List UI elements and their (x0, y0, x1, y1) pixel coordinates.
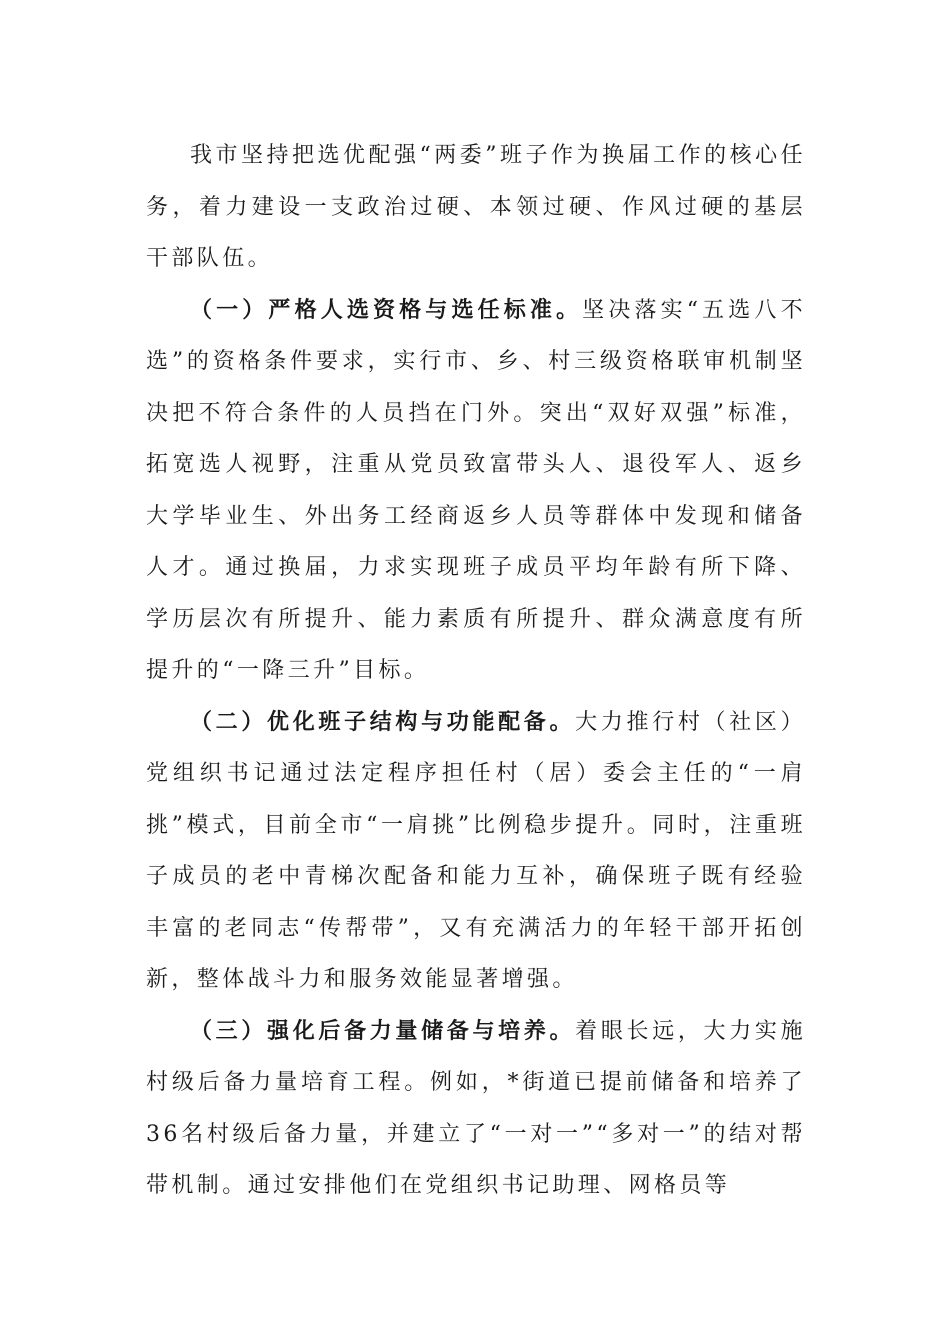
section-3-paragraph (146, 1006, 806, 1212)
section-1-body: 坚决落实“五选八不选”的资格条件要求，实行市、乡、村三级资格联审机制坚决把不符合条件的人员挡在门外。突出“双好双强”标准，拓宽选人视野，注重从党员致富带头人、退役军人、返乡大学毕业生、外出务工经商返乡人员等群体中发现和储备人才。通过换届，力求实现班子成员平均年龄有所下降、学历层次有所提升、能力素质有所提升、群众满意度有所提升的“一降三升”目标。 (146, 297, 806, 683)
section-3-heading: （三）强化后备力量储备与培养。 (190, 1018, 576, 1044)
intro-text: 我市坚持把选优配强“两委”班子作为换届工作的核心任务，着力建设一支政治过硬、本领过硬、作风过硬的基层干部队伍。 (146, 143, 806, 271)
section-2-paragraph (146, 697, 806, 1006)
section-1-paragraph (146, 285, 806, 697)
document-body (146, 130, 806, 1212)
section-1-heading: （一）严格人选资格与选任标准。 (190, 297, 583, 323)
section-3-body: 着眼长远，大力实施村级后备力量培育工程。例如，*街道已提前储备和培养了36名村级后备力量，并建立了“一对一”“多对一”的结对帮带机制。通过安排他们在党组织书记助理、网格员等 (146, 1018, 806, 1198)
section-2-heading: （二）优化班子结构与功能配备。 (190, 709, 576, 735)
section-2-body: 大力推行村（社区）党组织书记通过法定程序担任村（居）委会主任的“一肩挑”模式，目前全市“一肩挑”比例稳步提升。同时，注重班子成员的老中青梯次配备和能力互补，确保班子既有经验丰富的老同志“传帮带”，又有充满活力的年轻干部开拓创新，整体战斗力和服务效能显著增强。 (146, 709, 806, 992)
intro-paragraph (146, 130, 806, 285)
